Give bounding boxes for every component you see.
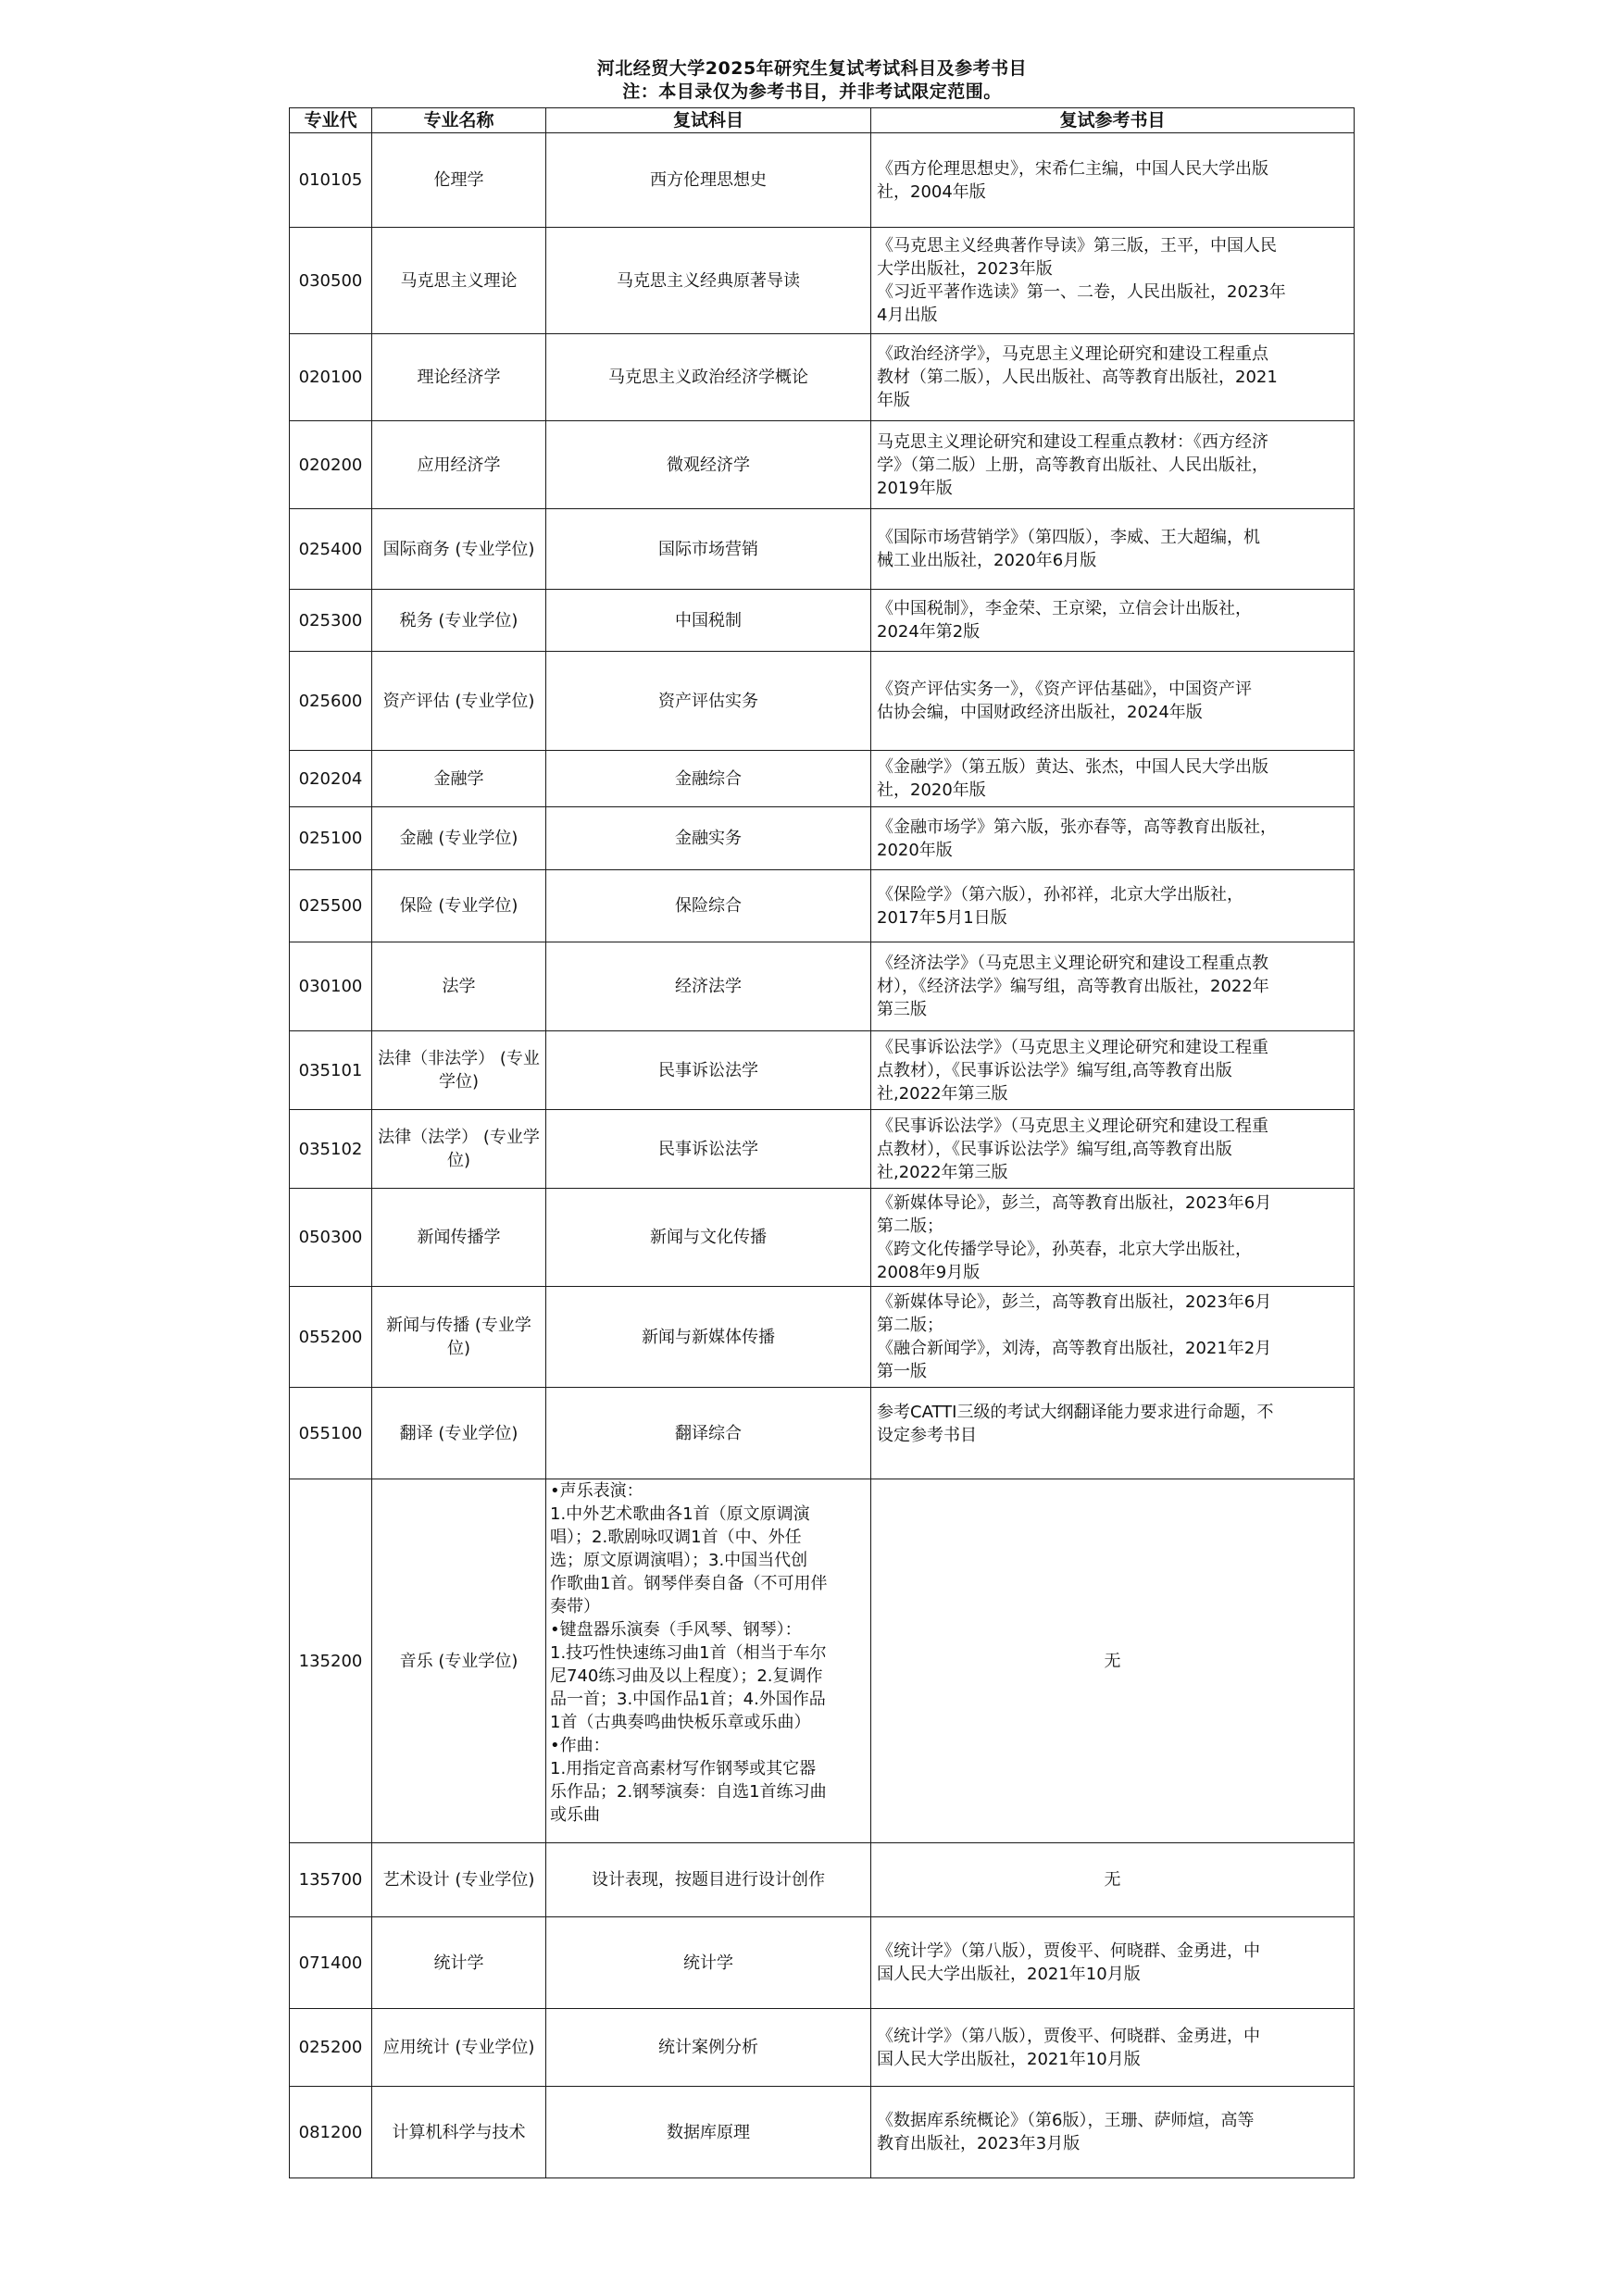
table-row bbox=[290, 334, 1355, 421]
table-row bbox=[290, 807, 1355, 870]
subject-line: 1首（古典奏鸣曲快板乐章或乐曲） bbox=[550, 1713, 811, 1732]
subject-line: 金融实务 bbox=[675, 829, 742, 848]
retest-subject bbox=[546, 421, 871, 509]
major-code: 055200 bbox=[290, 1287, 372, 1388]
book-line: 大学出版社，2023年版 bbox=[877, 259, 1053, 279]
table-row bbox=[290, 751, 1355, 807]
retest-subject bbox=[546, 652, 871, 751]
major-code: 020204 bbox=[290, 751, 372, 807]
subject-line: 奏带） bbox=[550, 1597, 600, 1616]
reference-books bbox=[871, 1110, 1355, 1189]
book-line: 《融合新闻学》，刘涛，高等教育出版社，2021年2月 bbox=[877, 1339, 1272, 1358]
subject-line: 数据库原理 bbox=[667, 2122, 750, 2142]
subject-line: 1.中外艺术歌曲各1首（原文原调演 bbox=[550, 1504, 810, 1524]
book-line: 《资产评估实务一》，《资产评估基础》，中国资产评 bbox=[877, 680, 1252, 699]
major-name-line: 新闻传播学 bbox=[417, 1228, 501, 1247]
table-row bbox=[290, 942, 1355, 1031]
major-name-line: (专业学位) bbox=[455, 2038, 535, 2057]
subject-line: 民事诉讼法学 bbox=[658, 1139, 758, 1159]
major-name bbox=[372, 133, 546, 228]
major-name-line: (专业学位) bbox=[438, 1049, 540, 1092]
major-code: 025600 bbox=[290, 652, 372, 751]
major-name-line: (专业学位) bbox=[438, 1423, 518, 1443]
retest-subject bbox=[546, 1031, 871, 1110]
retest-subject bbox=[546, 1287, 871, 1388]
major-name-line: 新闻与传播 bbox=[386, 1316, 470, 1335]
book-line: 第三版 bbox=[877, 1000, 927, 1019]
major-name-line: 国际商务 bbox=[382, 539, 450, 559]
book-line: 《民事诉讼法学》（马克思主义理论研究和建设工程重 bbox=[877, 1116, 1268, 1136]
major-name bbox=[372, 751, 546, 807]
major-code: 025100 bbox=[290, 807, 372, 870]
retest-subject bbox=[546, 1388, 871, 1479]
document-title: 河北经贸大学2025年研究生复试考试科目及参考书目 bbox=[596, 58, 1028, 79]
major-code: 050300 bbox=[290, 1189, 372, 1287]
book-line: 第二版； bbox=[877, 1216, 943, 1236]
reference-books bbox=[871, 2087, 1355, 2178]
reference-books bbox=[871, 1917, 1355, 2009]
book-line: 《西方伦理思想史》，宋希仁主编，中国人民大学出版 bbox=[877, 158, 1268, 179]
subject-line: 马克思主义经典原著导读 bbox=[617, 270, 800, 291]
table-row bbox=[290, 870, 1355, 942]
major-name-line: (专业学位) bbox=[438, 610, 518, 630]
book-line: 《中国税制》，李金荣、王京梁，立信会计出版社， bbox=[877, 599, 1252, 618]
major-name-line: (专业学位) bbox=[455, 691, 535, 711]
header-major-name: 专业名称 bbox=[372, 108, 546, 133]
book-line: 2008年9月版 bbox=[877, 1262, 981, 1282]
major-name-line: 音乐 bbox=[399, 1651, 433, 1671]
book-line: 社，2020年版 bbox=[877, 780, 986, 800]
retest-subject bbox=[546, 509, 871, 590]
major-code: 030500 bbox=[290, 228, 372, 334]
major-code: 135200 bbox=[290, 1479, 372, 1843]
reference-books bbox=[871, 1388, 1355, 1479]
reference-books bbox=[871, 133, 1355, 228]
book-line: 点教材），《民事诉讼法学》编写组,高等教育出版 bbox=[877, 1060, 1232, 1080]
book-line: 4月出版 bbox=[877, 306, 938, 325]
table-row bbox=[290, 1110, 1355, 1189]
retest-subject bbox=[546, 807, 871, 870]
book-line: 参考CATTI三级的考试大纲翻译能力要求进行命题，不 bbox=[877, 1403, 1274, 1422]
major-name-line: 金融 bbox=[399, 829, 433, 848]
table-row bbox=[290, 2009, 1355, 2087]
book-line: 《跨文化传播学导论》，孙英春，北京大学出版社， bbox=[877, 1239, 1252, 1259]
major-name bbox=[372, 652, 546, 751]
book-line: 学》（第二版）上册，高等教育出版社、人民出版社， bbox=[877, 455, 1268, 475]
major-name bbox=[372, 2009, 546, 2087]
retest-subject bbox=[546, 2009, 871, 2087]
subject-line: 新闻与新媒体传播 bbox=[642, 1327, 775, 1347]
subject-line: •键盘器乐演奏（手风琴、钢琴）： bbox=[550, 1620, 802, 1640]
book-line: 《金融学》（第五版）黄达、张杰，中国人民大学出版 bbox=[877, 757, 1268, 777]
table-row bbox=[290, 228, 1355, 334]
subject-line: 唱）；2.歌剧咏叹调1首（中、外任 bbox=[550, 1528, 802, 1547]
subject-line: 尼740练习曲及以上程度）；2.复调作 bbox=[550, 1666, 823, 1686]
retest-subject bbox=[546, 228, 871, 334]
retest-subject bbox=[546, 334, 871, 421]
subject-line: 品一首；3.中国作品1首；4.外国作品 bbox=[550, 1690, 826, 1709]
major-name bbox=[372, 2087, 546, 2178]
header-code: 专业代 bbox=[290, 108, 372, 133]
reference-books bbox=[871, 1287, 1355, 1388]
book-line: 《金融市场学》第六版，张亦春等，高等教育出版社， bbox=[877, 817, 1277, 837]
major-name-line: (专业学位) bbox=[438, 896, 518, 916]
reference-books bbox=[871, 870, 1355, 942]
reference-books bbox=[871, 751, 1355, 807]
major-name bbox=[372, 1189, 546, 1287]
major-name bbox=[372, 509, 546, 590]
major-code: 035102 bbox=[290, 1110, 372, 1189]
major-name-line: 应用经济学 bbox=[417, 455, 501, 475]
major-name-line: 应用统计 bbox=[382, 2038, 450, 2057]
reference-books bbox=[871, 1843, 1355, 1917]
major-name bbox=[372, 334, 546, 421]
subject-line: 微观经济学 bbox=[667, 455, 750, 475]
retest-subject bbox=[546, 2087, 871, 2178]
major-name-line: 法学 bbox=[442, 977, 476, 996]
reference-books bbox=[871, 942, 1355, 1031]
subject-line: 选；原文原调演唱）；3.中国当代创 bbox=[550, 1551, 808, 1570]
major-name bbox=[372, 942, 546, 1031]
subject-line: •声乐表演： bbox=[550, 1481, 643, 1501]
major-code: 020100 bbox=[290, 334, 372, 421]
major-name-line: 计算机科学与技术 bbox=[392, 2122, 526, 2142]
retest-subject bbox=[546, 870, 871, 942]
reference-books bbox=[871, 1479, 1355, 1843]
table-header-row bbox=[290, 108, 1355, 133]
book-line: 无 bbox=[1104, 1651, 1121, 1671]
subject-line: 乐作品；2.钢琴演奏：自选1首练习曲 bbox=[550, 1782, 827, 1802]
major-name bbox=[372, 1388, 546, 1479]
major-code: 010105 bbox=[290, 133, 372, 228]
major-name-line: 法律（法学） bbox=[378, 1128, 479, 1147]
major-code: 025300 bbox=[290, 590, 372, 652]
book-line: 《民事诉讼法学》（马克思主义理论研究和建设工程重 bbox=[877, 1037, 1268, 1057]
book-line: 《经济法学》（马克思主义理论研究和建设工程重点教 bbox=[877, 954, 1268, 973]
subject-line: 马克思主义政治经济学概论 bbox=[608, 368, 808, 387]
subject-line: 中国税制 bbox=[675, 610, 742, 630]
major-name bbox=[372, 1479, 546, 1843]
book-line: 《数据库系统概论》（第6版），王珊、萨师煊，高等 bbox=[877, 2111, 1255, 2130]
book-line: 《保险学》（第六版），孙祁祥，北京大学出版社， bbox=[877, 884, 1243, 905]
subject-line: 金融综合 bbox=[675, 768, 742, 789]
subject-line: 保险综合 bbox=[675, 896, 742, 916]
document-note: 注：本目录仅为参考书目，并非考试限定范围。 bbox=[622, 81, 1002, 102]
book-line: 《统计学》（第八版），贾俊平、何晓群、金勇进，中 bbox=[877, 1941, 1260, 1961]
major-code: 135700 bbox=[290, 1843, 372, 1917]
retest-subject bbox=[546, 942, 871, 1031]
book-line: 第一版 bbox=[877, 1362, 927, 1381]
reference-books bbox=[871, 1031, 1355, 1110]
major-code: 071400 bbox=[290, 1917, 372, 2009]
book-line: 马克思主义理论研究和建设工程重点教材：《西方经济 bbox=[877, 431, 1268, 452]
major-name bbox=[372, 1287, 546, 1388]
reference-books bbox=[871, 509, 1355, 590]
subject-line: 资产评估实务 bbox=[658, 691, 758, 711]
book-line: 社，2004年版 bbox=[877, 181, 986, 202]
table-row bbox=[290, 1388, 1355, 1479]
major-name-line: (专业学位) bbox=[455, 1870, 535, 1890]
major-name bbox=[372, 421, 546, 509]
major-name-line: 艺术设计 bbox=[382, 1870, 450, 1890]
reference-books bbox=[871, 228, 1355, 334]
subject-line: 民事诉讼法学 bbox=[658, 1060, 758, 1080]
major-name-line: (专业学位) bbox=[446, 1316, 531, 1358]
reference-books bbox=[871, 807, 1355, 870]
book-line: 2020年版 bbox=[877, 840, 953, 860]
book-line: 《新媒体导论》，彭兰，高等教育出版社，2023年6月 bbox=[877, 1292, 1272, 1312]
retest-subject bbox=[546, 1843, 871, 1917]
major-name-line: 理论经济学 bbox=[417, 368, 501, 387]
table-row bbox=[290, 1917, 1355, 2009]
book-line: 材），《经济法学》编写组，高等教育出版社，2022年 bbox=[877, 977, 1269, 996]
major-code: 081200 bbox=[290, 2087, 372, 2178]
major-name bbox=[372, 1843, 546, 1917]
subject-text-block bbox=[550, 1479, 867, 1842]
retest-subject bbox=[546, 1917, 871, 2009]
subject-line: 经济法学 bbox=[675, 977, 742, 996]
book-line: 械工业出版社，2020年6月版 bbox=[877, 551, 1097, 570]
table-row bbox=[290, 1031, 1355, 1110]
book-line: 估协会编，中国财政经济出版社，2024年版 bbox=[877, 703, 1203, 722]
subject-line: 设计表现，按题目进行设计创作 bbox=[592, 1870, 825, 1890]
reference-books bbox=[871, 421, 1355, 509]
table-row bbox=[290, 1189, 1355, 1287]
table-row bbox=[290, 133, 1355, 228]
major-name bbox=[372, 590, 546, 652]
book-line: 无 bbox=[1104, 1870, 1121, 1890]
major-code: 025400 bbox=[290, 509, 372, 590]
retest-subject bbox=[546, 1189, 871, 1287]
major-name-line: 翻译 bbox=[399, 1423, 433, 1443]
subject-line: 国际市场营销 bbox=[658, 539, 758, 559]
table-row bbox=[290, 421, 1355, 509]
subject-line: 翻译综合 bbox=[675, 1423, 742, 1443]
book-line: 2024年第2版 bbox=[877, 622, 981, 642]
subject-line: 统计学 bbox=[683, 1953, 733, 1973]
reference-books bbox=[871, 1189, 1355, 1287]
subject-line: 作歌曲1首。钢琴伴奏自备（不可用伴 bbox=[550, 1574, 828, 1593]
major-name-line: 资产评估 bbox=[382, 691, 450, 711]
reference-books bbox=[871, 652, 1355, 751]
book-line: 社,2022年第三版 bbox=[877, 1162, 1008, 1182]
book-line: 《统计学》（第八版），贾俊平、何晓群、金勇进，中 bbox=[877, 2026, 1260, 2046]
book-line: 国人民大学出版社，2021年10月版 bbox=[877, 2049, 1141, 2069]
header-reference-books: 复试参考书目 bbox=[871, 108, 1355, 133]
subject-line: 西方伦理思想史 bbox=[650, 170, 767, 190]
major-code: 030100 bbox=[290, 942, 372, 1031]
table-row bbox=[290, 1843, 1355, 1917]
exam-catalog-table bbox=[289, 107, 1355, 2178]
major-name bbox=[372, 228, 546, 334]
major-name-line: (专业学位) bbox=[446, 1128, 540, 1170]
book-line: 《国际市场营销学》（第四版），李威、王大超编，机 bbox=[877, 528, 1260, 547]
retest-subject bbox=[546, 1479, 871, 1843]
table-row bbox=[290, 509, 1355, 590]
major-code: 025200 bbox=[290, 2009, 372, 2087]
book-line: 教材（第二版），人民出版社、高等教育出版社，2021 bbox=[877, 368, 1278, 387]
major-code: 025500 bbox=[290, 870, 372, 942]
major-name bbox=[372, 1110, 546, 1189]
document-header bbox=[0, 57, 1624, 104]
subject-line: 或乐曲 bbox=[550, 1805, 600, 1825]
subject-line: •作曲： bbox=[550, 1736, 610, 1755]
subject-line: 1.用指定音高素材写作钢琴或其它器 bbox=[550, 1759, 817, 1778]
subject-line: 新闻与文化传播 bbox=[650, 1228, 767, 1247]
subject-line: 统计案例分析 bbox=[658, 2038, 758, 2057]
major-name-line: (专业学位) bbox=[455, 539, 535, 559]
retest-subject bbox=[546, 1110, 871, 1189]
book-line: 《马克思主义经典著作导读》第三版，王平，中国人民 bbox=[877, 236, 1277, 256]
book-line: 2017年5月1日版 bbox=[877, 907, 1007, 928]
major-name bbox=[372, 807, 546, 870]
reference-books bbox=[871, 334, 1355, 421]
book-line: 国人民大学出版社，2021年10月版 bbox=[877, 1965, 1141, 1984]
major-name-line: 保险 bbox=[399, 896, 433, 916]
major-name-line: 金融学 bbox=[433, 768, 484, 789]
table-row bbox=[290, 1479, 1355, 1843]
major-name-line: 税务 bbox=[399, 610, 433, 630]
major-name-line: 法律（非法学） bbox=[378, 1049, 495, 1068]
retest-subject bbox=[546, 751, 871, 807]
book-line: 年版 bbox=[877, 391, 910, 410]
table-row bbox=[290, 2087, 1355, 2178]
book-line: 点教材），《民事诉讼法学》编写组,高等教育出版 bbox=[877, 1139, 1232, 1159]
book-line: 第二版； bbox=[877, 1316, 943, 1335]
subject-line: 1.技巧性快速练习曲1首（相当于车尔 bbox=[550, 1643, 827, 1663]
major-name-line: 马克思主义理论 bbox=[400, 270, 518, 291]
reference-books bbox=[871, 2009, 1355, 2087]
major-name bbox=[372, 1031, 546, 1110]
major-name-line: (专业学位) bbox=[438, 829, 518, 848]
major-name-line: (专业学位) bbox=[438, 1651, 518, 1671]
major-code: 035101 bbox=[290, 1031, 372, 1110]
book-line: 《习近平著作选读》第一、二卷，人民出版社，2023年 bbox=[877, 282, 1286, 302]
reference-books bbox=[871, 590, 1355, 652]
book-line: 《政治经济学》，马克思主义理论研究和建设工程重点 bbox=[877, 344, 1268, 364]
table-row bbox=[290, 652, 1355, 751]
major-code: 055100 bbox=[290, 1388, 372, 1479]
book-line: 设定参考书目 bbox=[877, 1426, 977, 1445]
book-line: 教育出版社，2023年3月版 bbox=[877, 2134, 1081, 2153]
table-row bbox=[290, 590, 1355, 652]
table-row bbox=[290, 1287, 1355, 1388]
book-line: 社,2022年第三版 bbox=[877, 1083, 1008, 1104]
major-name-line: 统计学 bbox=[433, 1953, 484, 1973]
retest-subject bbox=[546, 590, 871, 652]
book-line: 《新媒体导论》，彭兰，高等教育出版社，2023年6月 bbox=[877, 1192, 1272, 1213]
major-name bbox=[372, 870, 546, 942]
major-code: 020200 bbox=[290, 421, 372, 509]
major-name bbox=[372, 1917, 546, 2009]
header-retest-subject: 复试科目 bbox=[546, 108, 871, 133]
retest-subject bbox=[546, 133, 871, 228]
book-line: 2019年版 bbox=[877, 478, 953, 498]
major-name-line: 伦理学 bbox=[433, 170, 484, 190]
